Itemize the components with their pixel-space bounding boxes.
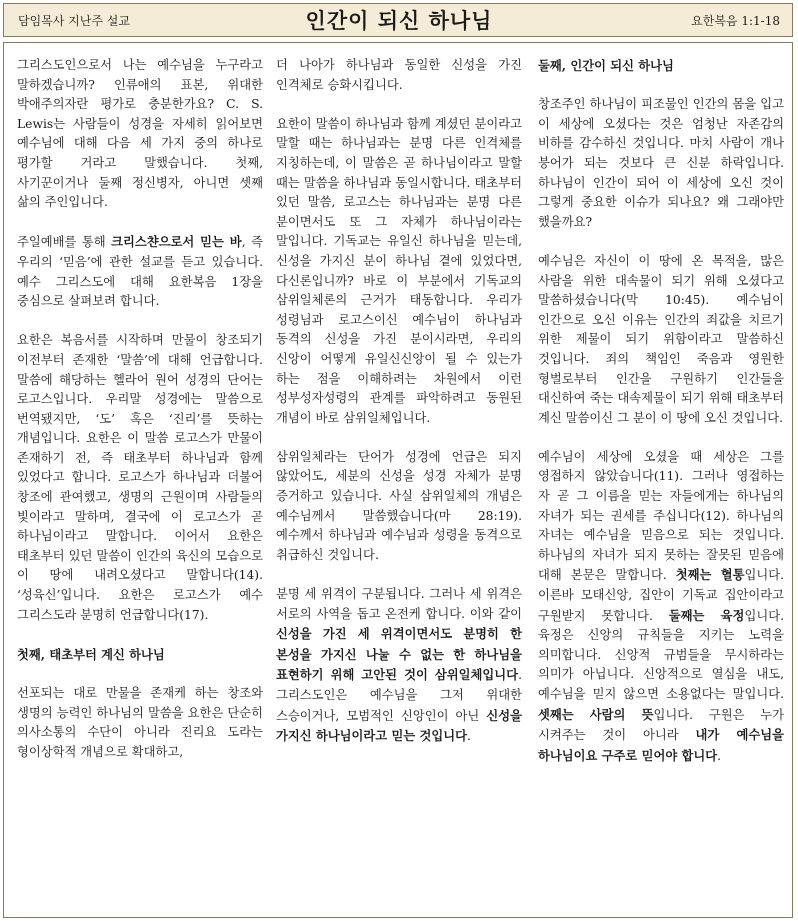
section-heading: 둘째, 인간이 되신 하나님 bbox=[538, 58, 674, 73]
paragraph: 예수님은 자신이 이 땅에 온 목적을, 많은 사람을 위한 대속물이 되기 위해 오셨다고 말씀하셨습니다(막 10:45). 예수님이 인간으로 오신 이유는 인간의 죄값을 치르기 위한 제물이 되기 위함이라고 말씀하신 것입니다. 죄의 책임인 죽음과 영원한 형벌로부터 인간을 구원하기 인간들을 대신하여 죽는 대속제물이 되기 위해 태초부터 계신 말씀이신 그 분이 이 땅에 오신 것입니다. bbox=[538, 253, 784, 425]
paragraph: 삼위일체라는 단어가 성경에 언급은 되지 않았어도, 세분의 신성을 성경 자체가 분명 증거하고 있습니다. 사실 삼위일체의 개념은 예수님께서 말씀했습니다(마 28:19). 예수께서 하나님과 예수님과 성령을 동격으로 취급하신 것입니다. bbox=[276, 449, 522, 562]
column-2 bbox=[276, 56, 522, 766]
paragraph: 요한이 말씀이 하나님과 함께 계셨던 분이라고 말할 때는 하나님과는 분명 다른 인격체를 지칭하는데, 이 말씀은 곧 하나님이라고 말할 때는 말씀을 하나님과 동일시합니다. 태초부터 있던 말씀, 로고스는 하나님과는 분명 다른 분이면서도 또 그 자체가 하나님이라는 말입니다. 기독교는 유일신 하나님을 믿는데, 신성을 가지신 분이 하나님 곁에 있었다면, 다신론입니까? 바로 이 부분에서 기독교의 삼위일체론의 근거가 태동합니다. 우리가 성령님과 로고스이신 예수님이 하나님과 동격의 신성을 가진 분이시라면, 우리의 신앙이 어떻게 유일신신앙이 될 수 있는가 하는 점을 이해하려는 차원에서 이런 성부성자성령의 관계를 파악하려고 동원된 개념이 바로 삼위일체입니다. bbox=[276, 116, 522, 425]
column-1 bbox=[17, 56, 263, 782]
paragraph: 예수님이 세상에 오셨을 때 세상은 그를 영접하지 않았습니다(11). 그러나 영접하는 자 곧 그 이름을 믿는 자들에게는 하나님의 자녀가 되는 권세를 주십니다(12). 하나님의 자녀는 예수님을 믿음으로 되는 것입니다. 하나님의 자녀가 되지 못하는 잘못된 믿음에 대해 본문은 말합니다. 첫째는 혈통입니다. 이른바 모태신앙, 집안이 기독교 집안이라고 구원받지 못합니다. 둘째는 육정입니다. 육정은 신앙의 규칙들을 지키는 노력을 의미합니다. 신앙적 규범들을 무시하라는 의미가 아닙니다. 신앙적으로 열심을 내도, 예수님을 믿지 않으면 소용없다는 말입니다. 셋째는 사람의 뜻입니다. 구원은 누가 시켜주는 것이 아니라 내가 예수님을 하나님이요 구주로 믿어야 합니다. bbox=[538, 449, 784, 763]
paragraph: 창조주인 하나님이 피조물인 인간의 몸을 입고 이 세상에 오셨다는 것은 엄청난 자존감의 비하를 감수하신 것입니다. 마치 사람이 개나 붕어가 되는 것보다 큰 신분 하락입니다. 하나님이 인간이 되어 이 세상에 오신 것이 그렇게 중요한 이슈가 되나요? 왜 그래야만 했을까요? bbox=[538, 97, 784, 229]
page-header bbox=[3, 3, 793, 37]
paragraph: 주일예배를 통해 크리스챤으로서 믿는 바, 즉 우리의 ‘믿음’에 관한 설교를 듣고 있습니다. 예수 그리스도에 대해 요한복음 1장을 중심으로 살펴보려 합니다. bbox=[17, 234, 263, 309]
paragraph: 요한은 복음서를 시작하며 만물이 창조되기 이전부터 존재한 ‘말씀’에 대해 언급합니다. 말씀에 해당하는 헬라어 원어 성경의 단어는 로고스입니다. 우리말 성경에는 말씀으로 번역됐지만, ‘도’ 혹은 ‘진리’를 뜻하는 개념입니다. 요한은 이 말씀 로고스가 만물이 존재하기 전, 즉 태초부터 하나님과 함께 있었다고 합니다. 로고스가 하나님과 더불어 창조에 관여했고, 생명의 근원이며 사람들의 빛이라고 말하며, 결국에 이 로고스가 곧 하나님이라고 말합니다. 이어서 요한은 태초부터 있던 말씀이 인간의 육신의 모습으로 이 땅에 내려오셨다고 말합니다(14). ‘성육신’입니다. 요한은 로고스가 예수 그리스도라 분명히 언급합니다(17). bbox=[17, 333, 263, 622]
paragraph: 그리스도인으로서 나는 예수님을 누구라고 말하겠습니까? 인류애의 표본, 위대한 박애주의자란 평가로 충분한가요? C. S. Lewis는 사람들이 성경을 자세히 읽어보면 예수님에 대해 다음 세 가지 중의 하나로 평가할 거라고 말했습니다. 첫째, 사기꾼이거나 둘째 정신병자, 아니면 셋째 삶의 주인입니다. bbox=[17, 58, 263, 210]
paragraph: 분명 세 위격이 구분됩니다. 그러나 세 위격은 서로의 사역을 돕고 온전케 합니다. 이와 같이 신성을 가진 세 위격이면서도 분명히 한 본성을 가지신 나눌 수 없는 한 하나님을 표현하기 위해 고안된 것이 삼위일체입니다. 그리스도인은 예수님을 그저 위대한 스승이거나, 모범적인 신앙인이 아닌 신성을 가지신 하나님이라고 믿는 것입니다. bbox=[276, 587, 522, 744]
paragraph: 선포되는 대로 만물을 존재케 하는 창조와 생명의 능력인 하나님의 말씀을 요한은 단순히 의사소통의 수단이 아니라 진리요 도라는 형이상학적 개념으로 확대하고, bbox=[17, 686, 263, 759]
header-section-label: 담임목사 지난주 설교 bbox=[18, 13, 130, 28]
scripture-reference: 요한복음 1:1-18 bbox=[691, 13, 780, 28]
column-3 bbox=[538, 56, 784, 786]
section-heading: 첫째, 태초부터 계신 하나님 bbox=[17, 646, 165, 662]
paragraph: 더 나아가 하나님과 동일한 신성을 가진 인격체로 승화시킵니다. bbox=[276, 58, 522, 92]
sermon-title: 인간이 되신 하나님 bbox=[305, 8, 493, 33]
